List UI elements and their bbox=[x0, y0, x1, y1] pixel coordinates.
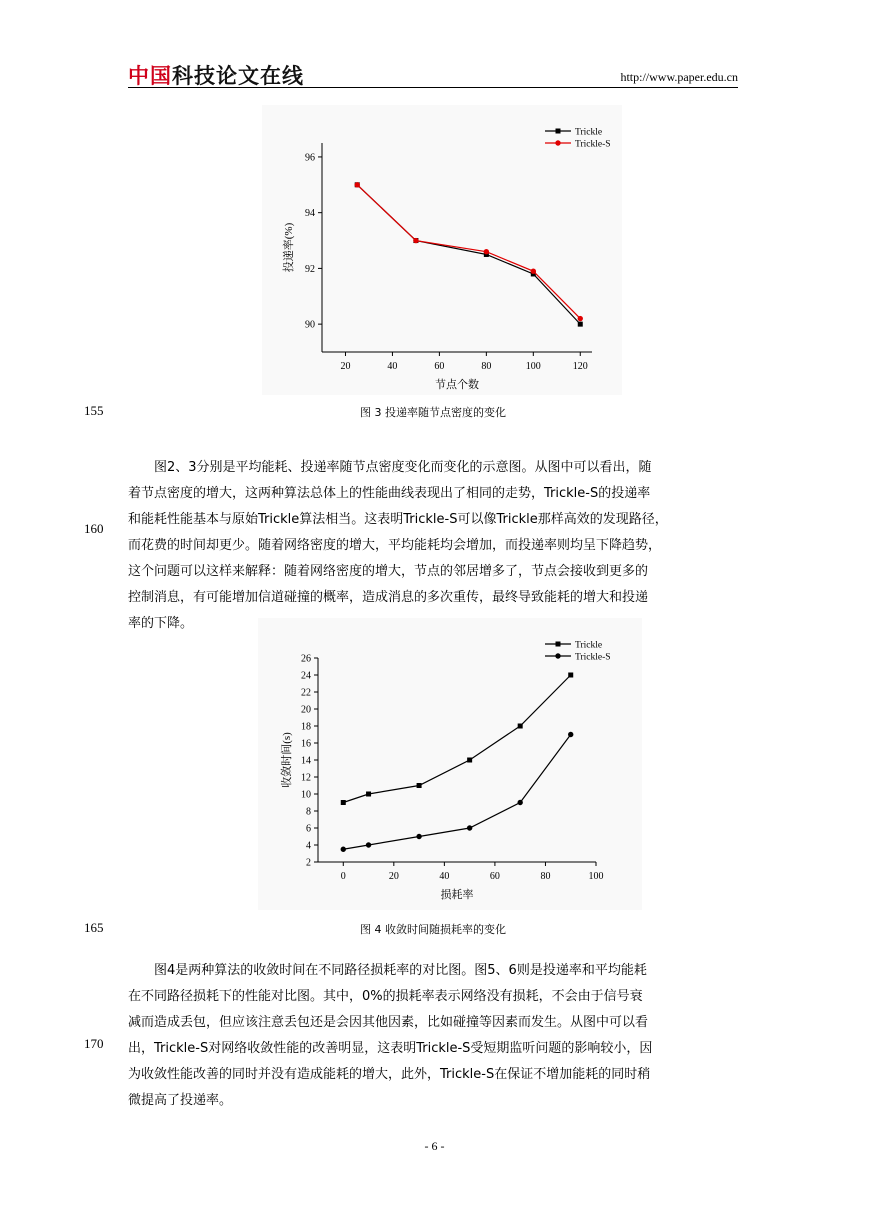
x-axis-label: 节点个数 bbox=[435, 379, 479, 391]
x-tick-label: 120 bbox=[572, 361, 588, 372]
data-point bbox=[467, 758, 472, 763]
data-point bbox=[341, 800, 346, 805]
data-point bbox=[578, 322, 583, 327]
paragraph-line: 图2、3分别是平均能耗、投递率随节点密度变化而变化的示意图。从图中可以看出，随 bbox=[154, 460, 652, 475]
y-tick-label: 24 bbox=[301, 670, 311, 682]
data-point bbox=[517, 800, 522, 805]
legend-marker bbox=[555, 140, 560, 145]
legend-marker bbox=[556, 642, 561, 647]
paragraph-line: 控制消息，有可能增加信道碰撞的概率，造成消息的多次重传，最终导致能耗的增大和投递 bbox=[128, 590, 649, 605]
paragraph-line: 出，Trickle-S对网络收敛性能的改善明显，这表明Trickle-S受短期监听问题的影响较小，因 bbox=[128, 1041, 653, 1056]
y-tick-label: 6 bbox=[306, 823, 311, 835]
x-axis-label: 损耗率 bbox=[440, 889, 474, 901]
x-tick-label: 100 bbox=[588, 871, 604, 882]
y-tick-label: 2 bbox=[306, 857, 311, 869]
data-point bbox=[366, 842, 371, 847]
data-point bbox=[355, 182, 360, 187]
line-number: 170 bbox=[84, 1036, 104, 1051]
legend-marker bbox=[556, 129, 561, 134]
y-tick-label: 26 bbox=[301, 653, 311, 665]
figure-4-chart bbox=[258, 618, 642, 910]
header-divider bbox=[128, 87, 738, 88]
paragraph-line: 率的下降。 bbox=[128, 616, 194, 631]
y-axis-label: 收敛时间(s) bbox=[281, 732, 293, 788]
data-point bbox=[531, 268, 536, 273]
data-point bbox=[484, 249, 489, 254]
paragraph-line: 减而造成丢包，但应该注意丢包还是会因其他因素，比如碰撞等因素而发生。从图中可以看 bbox=[128, 1015, 649, 1030]
y-tick-label: 96 bbox=[305, 152, 315, 164]
paragraph-line: 这个问题可以这样来解释：随着网络密度的增大，节点的邻居增多了，节点会接收到更多的 bbox=[128, 564, 649, 579]
legend-label: Trickle bbox=[575, 127, 603, 138]
y-tick-label: 94 bbox=[305, 208, 315, 220]
line-number: 155 bbox=[84, 403, 104, 418]
y-axis-label: 投递率(%) bbox=[283, 222, 295, 273]
data-point bbox=[578, 316, 583, 321]
x-tick-label: 40 bbox=[387, 361, 398, 372]
data-point bbox=[413, 238, 418, 243]
data-point bbox=[568, 673, 573, 678]
line-number: 165 bbox=[84, 920, 104, 935]
legend-marker bbox=[555, 653, 560, 658]
figure-4-caption: 图 4 收敛时间随损耗率的变化 bbox=[360, 923, 506, 936]
page-number: - 6 - bbox=[424, 1139, 445, 1153]
header-url[interactable]: http://www.paper.edu.cn bbox=[620, 70, 738, 84]
data-point bbox=[341, 847, 346, 852]
paragraph-line: 和能耗性能基本与原始Trickle算法相当。这表明Trickle-S可以像Trickle那样高效的发现路径， bbox=[128, 512, 668, 527]
y-tick-label: 12 bbox=[301, 772, 311, 784]
x-tick-label: 60 bbox=[434, 361, 445, 372]
x-tick-label: 0 bbox=[340, 871, 346, 882]
x-tick-label: 40 bbox=[439, 871, 450, 882]
y-tick-label: 16 bbox=[301, 738, 311, 750]
x-tick-label: 100 bbox=[525, 361, 541, 372]
y-tick-label: 10 bbox=[301, 789, 311, 801]
paragraph-line: 微提高了投递率。 bbox=[128, 1093, 233, 1108]
logo-text: 科技论文在线 bbox=[172, 64, 304, 88]
paragraph-line: 着节点密度的增大，这两种算法总体上的性能曲线表现出了相同的走势，Trickle-S的投递率 bbox=[128, 486, 651, 501]
x-tick-label: 20 bbox=[388, 871, 399, 882]
y-tick-label: 8 bbox=[306, 806, 311, 818]
figure-3-caption: 图 3 投递率随节点密度的变化 bbox=[360, 406, 506, 419]
paragraph-line: 为收敛性能改善的同时并没有造成能耗的增大，此外，Trickle-S在保证不增加能耗的同时稍 bbox=[128, 1067, 651, 1082]
data-point bbox=[416, 834, 421, 839]
site-logo bbox=[128, 60, 304, 90]
legend-label: Trickle bbox=[575, 640, 603, 651]
x-tick-label: 20 bbox=[340, 361, 351, 372]
paragraph-line: 而花费的时间却更少。随着网络密度的增大，平均能耗均会增加，而投递率则均呈下降趋势， bbox=[128, 538, 662, 553]
y-tick-label: 92 bbox=[305, 263, 315, 275]
data-point bbox=[467, 825, 472, 830]
x-tick-label: 80 bbox=[540, 871, 551, 882]
legend-label: Trickle-S bbox=[575, 652, 611, 663]
data-point bbox=[366, 792, 371, 797]
paragraph-1 bbox=[128, 455, 738, 637]
paragraph-2 bbox=[128, 958, 738, 1114]
y-tick-label: 4 bbox=[306, 840, 311, 852]
y-tick-label: 18 bbox=[301, 721, 311, 733]
y-tick-label: 14 bbox=[301, 755, 311, 767]
y-tick-label: 90 bbox=[305, 319, 315, 331]
x-tick-label: 60 bbox=[489, 871, 500, 882]
y-tick-label: 22 bbox=[301, 687, 311, 699]
data-point bbox=[568, 732, 573, 737]
paragraph-line: 图4是两种算法的收敛时间在不同路径损耗率的对比图。图5、6则是投递率和平均能耗 bbox=[154, 963, 647, 978]
data-point bbox=[518, 724, 523, 729]
figure-3-chart bbox=[262, 105, 622, 395]
data-point bbox=[417, 783, 422, 788]
x-tick-label: 80 bbox=[481, 361, 492, 372]
legend-label: Trickle-S bbox=[575, 139, 611, 150]
logo-red-text: 中国 bbox=[128, 64, 172, 88]
y-tick-label: 20 bbox=[301, 704, 311, 716]
paragraph-line: 在不同路径损耗下的性能对比图。其中，0%的损耗率表示网络没有损耗，不会由于信号衰 bbox=[128, 989, 643, 1004]
line-number: 160 bbox=[84, 521, 104, 536]
